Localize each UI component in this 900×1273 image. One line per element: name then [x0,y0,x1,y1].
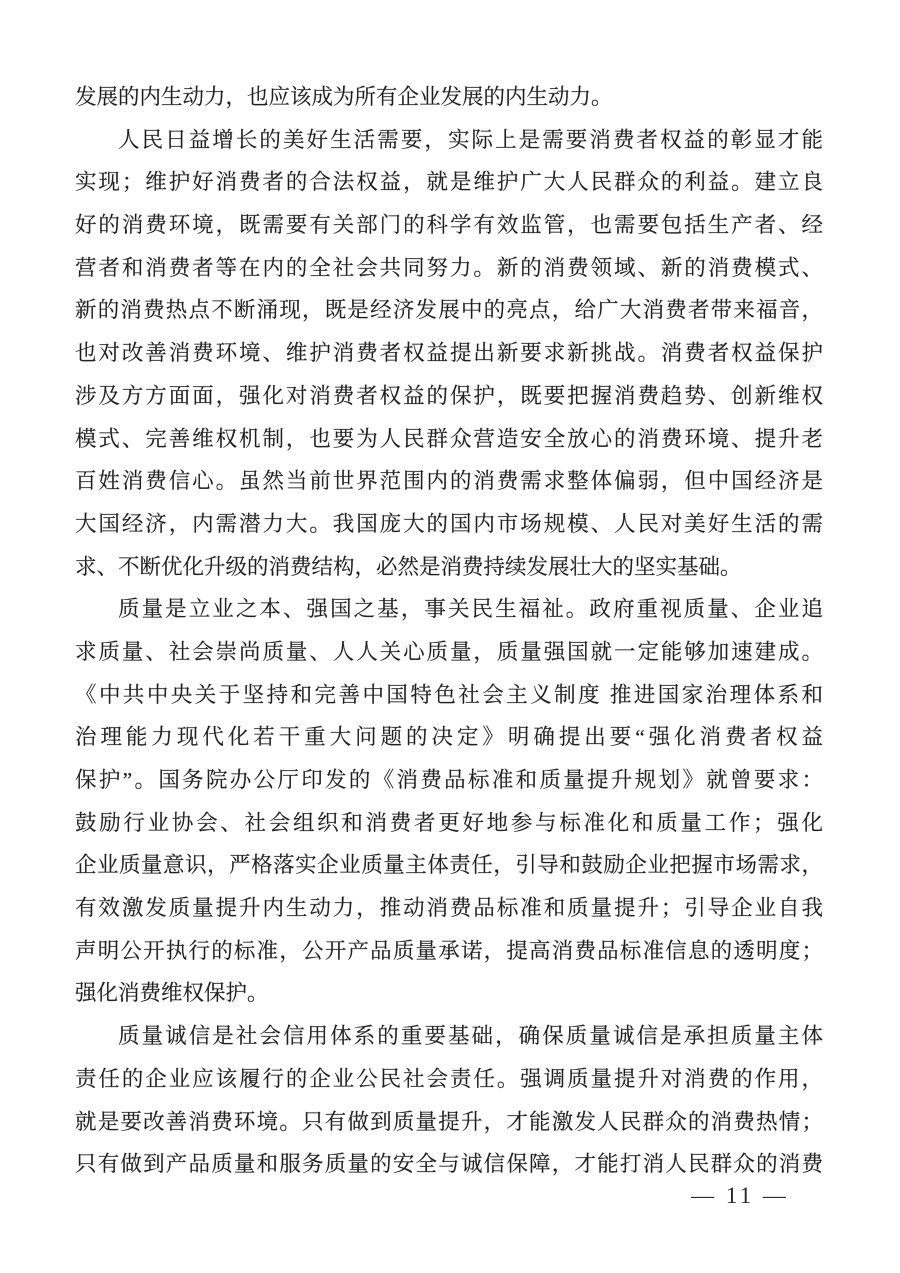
text-line: 大国经济，内需潜力大。我国庞大的国内市场规模、人民对美好生活的需 [75,511,823,536]
text-line: 企业质量意识，严格落实企业质量主体责任，引导和鼓励企业把握市场需求， [75,853,823,878]
text-line: 有效激发质量提升内生动力，推动消费品标准和质量提升；引导企业自我 [75,896,823,921]
text-line: 只有做到产品质量和服务质量的安全与诚信保障，才能打消人民群众的消费 [75,1152,823,1177]
text-line: 求、不断优化升级的消费结构，必然是消费持续发展壮大的坚实基础。 [75,554,742,579]
text-line: 鼓励行业协会、社会组织和消费者更好地参与标准化和质量工作；强化 [75,810,823,835]
text-line: 实现；维护好消费者的合法权益，就是维护广大人民群众的利益。建立良 [75,170,823,195]
text-line: 好的消费环境，既需要有关部门的科学有效监管，也需要包括生产者、经 [75,213,823,238]
text-line: 也对改善消费环境、维护消费者权益提出新要求新挑战。消费者权益保护 [75,341,823,366]
text-line: 营者和消费者等在内的全社会共同努力。新的消费领域、新的消费模式、 [75,255,823,280]
text-line: 就是要改善消费环境。只有做到质量提升，才能激发人民群众的消费热情； [75,1109,823,1134]
text-line: 新的消费热点不断涌现，既是经济发展中的亮点，给广大消费者带来福音， [75,298,823,323]
text-line: 责任的企业应该履行的企业公民社会责任。强调质量提升对消费的作用， [75,1066,823,1091]
text-line: 质量是立业之本、强国之基，事关民生福祉。政府重视质量、企业追 [118,597,823,622]
text-line: 治理能力现代化若干重大问题的决定》明确提出要“强化消费者权益 [75,725,823,750]
text-line: 质量诚信是社会信用体系的重要基础，确保质量诚信是承担质量主体 [118,1024,823,1049]
document-body [75,76,823,1186]
text-line: 《中共中央关于坚持和完善中国特色社会主义制度 推进国家治理体系和 [75,682,823,707]
text-line: 强化消费维权保护。 [75,981,269,1006]
text-line: 求质量、社会崇尚质量、人人关心质量，质量强国就一定能够加速建成。 [75,639,823,664]
page-number: — 11 — [691,1183,789,1208]
text-line: 百姓消费信心。虽然当前世界范围内的消费需求整体偏弱，但中国经济是 [75,469,823,494]
text-line: 模式、完善维权机制，也要为人民群众营造安全放心的消费环境、提升老 [75,426,823,451]
text-line: 涉及方方面面，强化对消费者权益的保护，既要把握消费趋势、创新维权 [75,383,823,408]
text-line: 保护”。国务院办公厅印发的《消费品标准和质量提升规划》就曾要求： [75,768,823,792]
text-line: 发展的内生动力，也应该成为所有企业发展的内生动力。 [75,85,613,109]
text-line: 声明公开执行的标准，公开产品质量承诺，提高消费品标准信息的透明度； [75,938,823,963]
text-line: 人民日益增长的美好生活需要，实际上是需要消费者权益的彰显才能 [118,127,823,152]
